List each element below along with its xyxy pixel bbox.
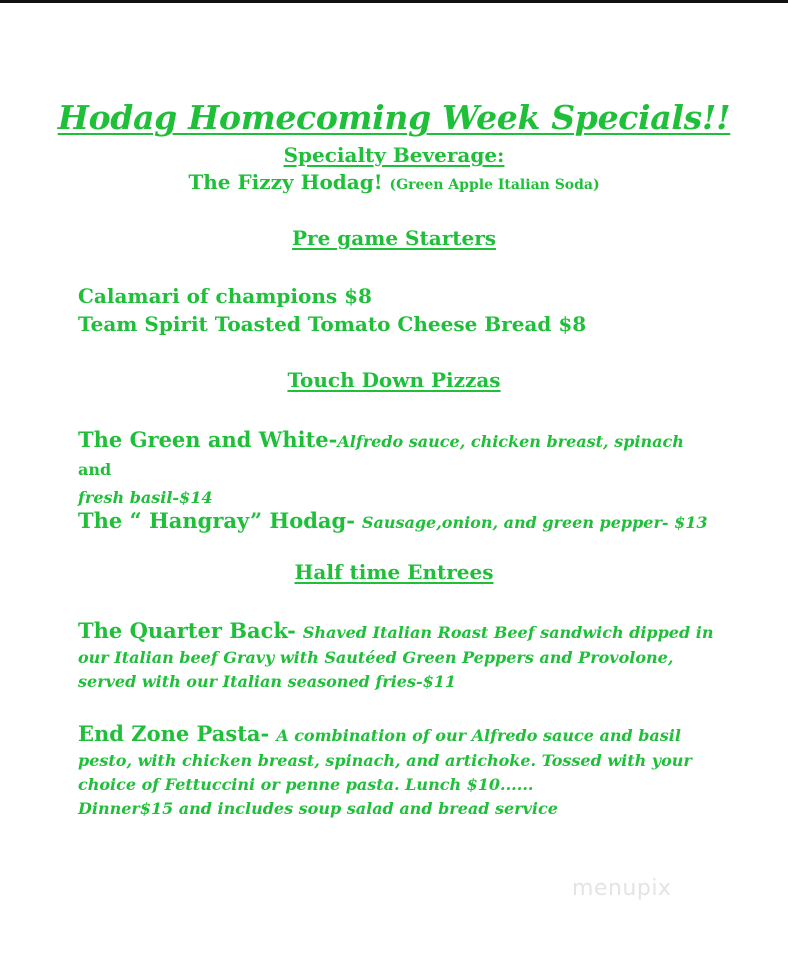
entree-name: The Quarter Back- — [78, 618, 296, 643]
entree-desc-line: Shaved Italian Roast Beef sandwich dipped in — [302, 623, 714, 642]
entree-desc-line: Dinner$15 and includes soup salad and bread service — [78, 799, 558, 818]
starter-item: Calamari of champions $8 — [78, 284, 372, 308]
starters-heading: Pre game Starters — [292, 226, 496, 250]
entree-name: End Zone Pasta- — [78, 721, 270, 746]
pizza-desc-and: and — [78, 460, 112, 479]
pizza-item-green-white — [78, 427, 718, 511]
pizzas-heading: Touch Down Pizzas — [287, 368, 501, 392]
pizza-desc: Sausage,onion, and green pepper- $13 — [361, 513, 708, 532]
pizza-item-hangray — [78, 508, 718, 536]
entrees-heading: Half time Entrees — [294, 560, 494, 584]
beverage-heading: Specialty Beverage: — [283, 143, 505, 167]
page-title: Hodag Homecoming Week Specials!! — [57, 98, 731, 137]
starter-item: Team Spirit Toasted Tomato Cheese Bread $8 — [78, 312, 587, 336]
beverage-name: The Fizzy Hodag! — [188, 170, 383, 194]
beverage-line — [0, 170, 788, 194]
entree-desc-line: pesto, with chicken breast, spinach, and artichoke. Tossed with your — [78, 751, 692, 770]
entree-desc-line: choice of Fettuccini or penne pasta. Lunch $10...... — [78, 775, 534, 794]
pizza-desc: Alfredo sauce, chicken breast, spinach — [337, 432, 684, 451]
watermark-logo: menupix — [572, 876, 672, 901]
entree-desc-line: served with our Italian seasoned fries-$11 — [78, 672, 456, 691]
top-border — [0, 0, 788, 3]
entree-desc-line: our Italian beef Gravy with Sautéed Green Peppers and Provolone, — [78, 648, 674, 667]
pizza-name: The Green and White- — [78, 427, 338, 452]
entree-desc-line: A combination of our Alfredo sauce and basil — [276, 726, 681, 745]
entree-item-end-zone — [78, 721, 718, 821]
beverage-note: (Green Apple Italian Soda) — [389, 177, 600, 193]
pizza-name: The “ Hangray” Hodag- — [78, 508, 355, 533]
pizza-desc-cont: fresh basil-$14 — [78, 488, 213, 507]
entree-item-quarter-back — [78, 618, 718, 694]
